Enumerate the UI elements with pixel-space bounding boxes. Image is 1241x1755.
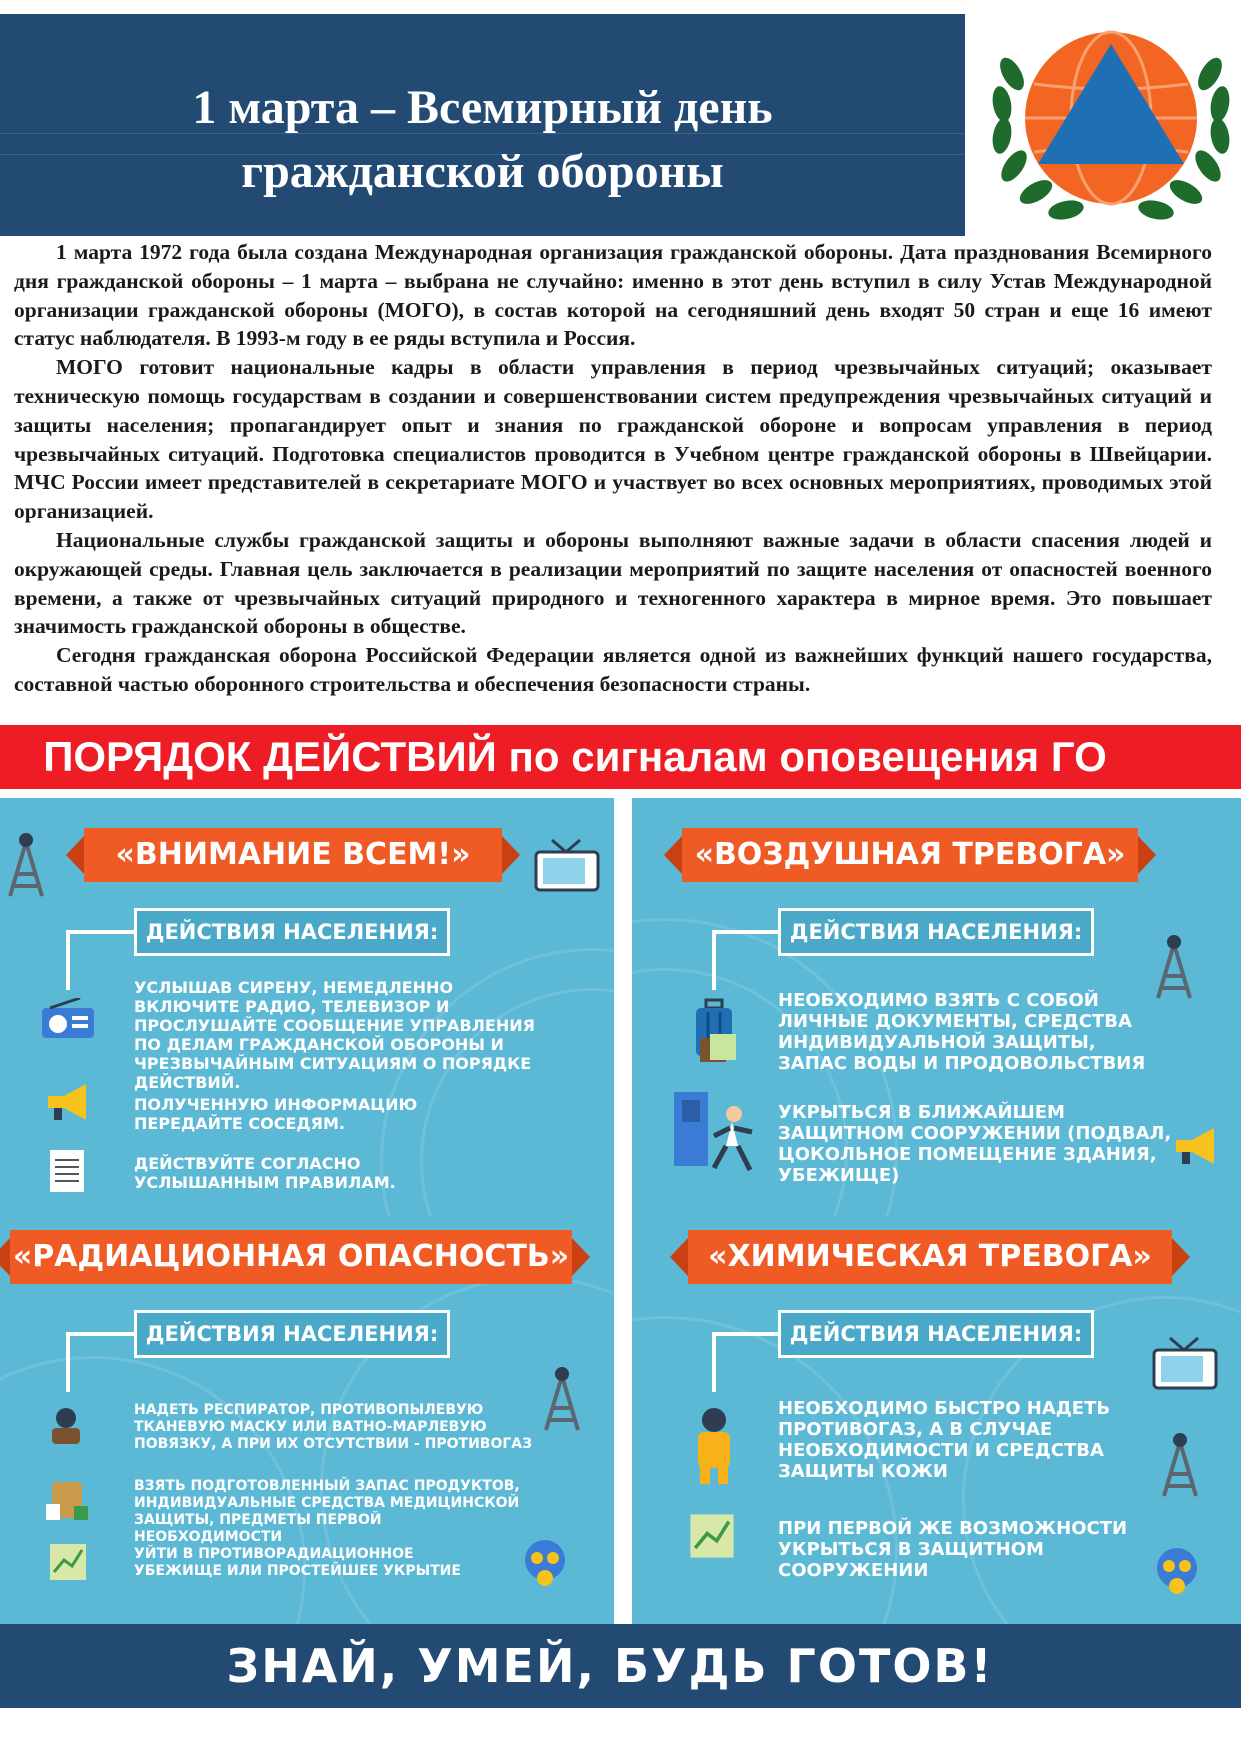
siren-tower-icon [1158,1428,1202,1498]
megaphone-icon [44,1082,92,1122]
running-person-icon [704,1104,760,1174]
connector-line [712,1332,716,1392]
action-item: НАДЕТЬ РЕСПИРАТОР, ПРОТИВОПЫЛЕВУЮ ТКАНЕВУЮ МАСКУ ИЛИ ВАТНО-МАРЛЕВУЮ ПОВЯЗКУ, А ПРИ ИХ ОТСУТСТВИИ - ПРОТИВОГАЗ [134,1402,533,1452]
radio-icon [40,998,96,1040]
map-icon [688,1512,736,1560]
documents-icon [698,1032,738,1066]
paragraph-2: МОГО готовит национальные кадры в области управления в период чрезвычайных ситуаций; оказывает техническую помощь государствам в создании и совершенствовании систем предупреждения чрезвычайных ситуаций и защиты населения; пропагандирует опыт и знания по гражданской обороне и вопросам управления в период чрезвычайных ситуаций. Подготовка специалистов проводится в Учебном центре гражданской обороны в Швейцарии. МЧС России имеет представителей в секретариате МОГО и участвует во всех основных мероприятиях, проводимых этой организацией. [14,355,1212,524]
supplies-icon [44,1476,90,1522]
header [0,14,965,236]
panel-chemical-alarm [632,1216,1241,1624]
action-item: УЙТИ В ПРОТИВОРАДИАЦИОННОЕ УБЕЖИЩЕ ИЛИ ПРОСТЕЙШЕЕ УКРЫТИЕ [134,1546,461,1579]
rules-document-icon [48,1148,86,1194]
actions-label: ДЕЙСТВИЯ НАСЕЛЕНИЯ: [778,1310,1094,1358]
actions-label: ДЕЙСТВИЯ НАСЕЛЕНИЯ: [134,908,450,956]
footer-slogan: ЗНАЙ, УМЕЙ, БУДЬ ГОТОВ! [226,1639,994,1693]
action-item: ПОЛУЧЕННУЮ ИНФОРМАЦИЮ ПЕРЕДАЙТЕ СОСЕДЯМ. [134,1095,418,1133]
title-line-2: гражданской обороны [241,145,724,198]
signal-title: «ХИМИЧЕСКАЯ ТРЕВОГА» [688,1230,1172,1284]
action-item: ВЗЯТЬ ПОДГОТОВЛЕННЫЙ ЗАПАС ПРОДУКТОВ, ИНДИВИДУАЛЬНЫЕ СРЕДСТВА МЕДИЦИНСКОЙ ЗАЩИТЫ, ПРЕДМЕТЫ ПЕРВОЙ НЕОБХОДИМОСТИ [134,1478,520,1545]
gas-mask-icon [1152,1546,1202,1596]
signal-title: «РАДИАЦИОННАЯ ОПАСНОСТЬ» [10,1230,572,1284]
action-item: УСЛЫШАВ СИРЕНУ, НЕМЕДЛЕННО ВКЛЮЧИТЕ РАДИО, ТЕЛЕВИЗОР И ПРОСЛУШАЙТЕ СООБЩЕНИЕ УПРАВЛЕНИЯ ПО ДЕЛАМ ГРАЖДАНСКОЙ ОБОРОНЫ И ЧРЕЗВЫЧАЙНЫМ СИТУАЦИЯМ О ПОРЯДКЕ ДЕЙСТВИЙ. [134,978,535,1092]
connector-line [66,1332,134,1336]
siren-tower-icon [4,828,48,898]
action-item: ДЕЙСТВУЙТЕ СОГЛАСНО УСЛЫШАННЫМ ПРАВИЛАМ. [134,1154,396,1192]
action-item: НЕОБХОДИМО БЫСТРО НАДЕТЬ ПРОТИВОГАЗ, А В СЛУЧАЕ НЕОБХОДИМОСТИ И СРЕДСТВА ЗАЩИТЫ КОЖИ [778,1398,1111,1482]
hazmat-person-icon [690,1406,738,1486]
signals-banner [0,725,1241,789]
title-line-1: 1 марта – Всемирный день [192,81,773,134]
connector-line [66,930,70,990]
tv-icon [532,838,602,894]
map-icon [48,1542,88,1582]
footer [0,1624,1241,1708]
siren-tower-icon [540,1362,584,1432]
action-item: НЕОБХОДИМО ВЗЯТЬ С СОБОЙ ЛИЧНЫЕ ДОКУМЕНТЫ, СРЕДСТВА ИНДИВИДУАЛЬНОЙ ЗАЩИТЫ, ЗАПАС ВОДЫ И ПРОДОВОЛЬСТВИЯ [778,990,1146,1074]
connector-line [66,1332,70,1392]
civil-defense-emblem-icon [984,14,1238,236]
panel-attention-all [0,798,614,1218]
panel-radiation-danger [0,1216,614,1624]
connector-line [66,930,134,934]
signal-title: «ВОЗДУШНАЯ ТРЕВОГА» [682,828,1138,882]
paragraph-1: 1 марта 1972 года была создана Международная организация гражданской обороны. Дата празднования Всемирного дня гражданской обороны – 1 марта – выбрана не случайно: именно в этот день вступил в силу Устав Международной организации гражданской обороны (МОГО), в состав которой на сегодняшний день входят 50 стран и еще 16 имеют статус наблюдателя. В 1993-м году в ее ряды вступила и Россия. [14,240,1212,351]
megaphone-icon [1172,1126,1220,1166]
paragraph-3: Национальные службы гражданской защиты и обороны выполняют важные задачи в области спасения людей и окружающей среды. Главная цель заключается в реализации мероприятий по защите населения от опасностей военного времени, а также от чрезвычайных ситуаций природного и техногенного характера в мирное время. Это повышает значимость гражданской обороны в обществе. [14,527,1212,639]
tv-icon [1150,1336,1220,1392]
action-item: ПРИ ПЕРВОЙ ЖЕ ВОЗМОЖНОСТИ УКРЫТЬСЯ В ЗАЩИТНОМ СООРУЖЕНИИ [778,1518,1128,1581]
connector-line [712,930,778,934]
respirator-person-icon [46,1406,86,1446]
action-item: УКРЫТЬСЯ В БЛИЖАЙШЕМ ЗАЩИТНОМ СООРУЖЕНИИ (ПОДВАЛ, ЦОКОЛЬНОЕ ПОМЕЩЕНИЕ ЗДАНИЯ, УБЕЖИЩЕ) [778,1102,1172,1186]
actions-label: ДЕЙСТВИЯ НАСЕЛЕНИЯ: [778,908,1094,956]
signal-title: «ВНИМАНИЕ ВСЕМ!» [84,828,502,882]
banner-title: ПОРЯДОК ДЕЙСТВИЙ по сигналам оповещения ГО [43,733,1107,780]
article-body [14,238,1212,699]
gas-mask-icon [520,1538,570,1588]
panel-air-raid [632,798,1241,1218]
page-title [0,76,965,204]
actions-label: ДЕЙСТВИЯ НАСЕЛЕНИЯ: [134,1310,450,1358]
connector-line [712,930,716,990]
paragraph-4: Сегодня гражданская оборона Российской Федерации является одной из важнейших функций нашего государства, составной частью оборонного строительства и обеспечения безопасности страны. [14,643,1212,696]
connector-line [712,1332,778,1336]
siren-tower-icon [1152,930,1196,1000]
